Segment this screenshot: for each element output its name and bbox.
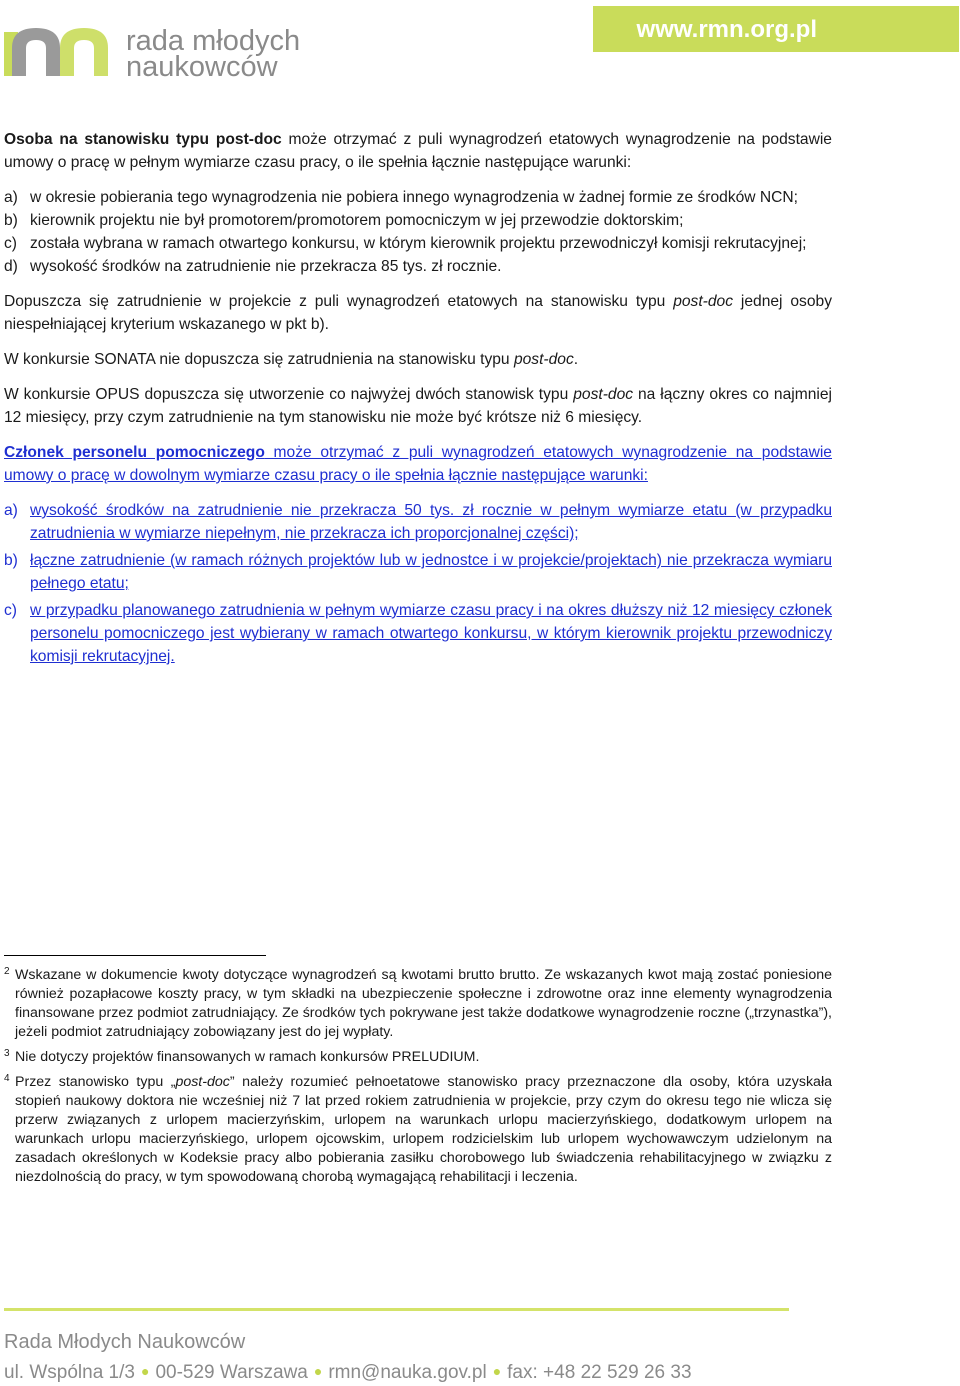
paragraph-sonata	[4, 348, 832, 371]
website-banner	[593, 6, 959, 52]
footnote-text: Nie dotyczy projektów finansowanych w ramach konkursów PRELUDIUM.	[15, 1049, 480, 1065]
footer-email[interactable]: rmn@nauka.gov.pl	[328, 1362, 487, 1383]
list-item	[4, 499, 832, 545]
list-text: została wybrana w ramach otwartego konkursu, w którym kierownik projektu przewodniczył komisji rekrutacyjnej;	[30, 235, 807, 252]
footer-divider	[4, 1308, 789, 1311]
postdoc-italic: post-doc	[673, 293, 734, 310]
paragraph-text: W konkursie SONATA nie dopuszcza się zatrudnienia na stanowisku typu	[4, 351, 514, 368]
paragraph-exception	[4, 290, 832, 336]
list-label: a)	[4, 189, 18, 206]
bullet-icon: ●	[313, 1363, 323, 1379]
website-url[interactable]: www.rmn.org.pl	[636, 16, 817, 43]
list-text: w przypadku planowanego zatrudnienia w pełnym wymiarze czasu pracy i na okres dłuższy niż 12 miesięcy członek personelu pomocniczego jest wybierany w ramach otwartego konkursu, w którym kierownik projektu przewodniczy komisji rekrutacyjnej.	[30, 602, 832, 665]
list-label: c)	[4, 602, 17, 619]
postdoc-term: Osoba na stanowisku typu post-doc	[4, 131, 282, 148]
footnote-2	[4, 966, 832, 1042]
footnote-text: Przez stanowisko typu „	[15, 1074, 176, 1090]
logo-line-2: naukowców	[126, 51, 278, 83]
paragraph-text: może otrzymać z puli wynagrodzeń etatowych wynagrodzenie na podstawie umowy o pracę w dowolnym wymiarze czasu pracy o ile spełnia łącznie następujące warunki:	[4, 444, 832, 484]
postdoc-italic: post-doc	[513, 351, 574, 368]
paragraph-opus	[4, 383, 832, 429]
list-text: łączne zatrudnienie (w ramach różnych projektów lub w jednostce i w projekcie/projektach) nie przekracza wymiaru pełnego etatu;	[30, 552, 832, 592]
rmn-logo-mark	[2, 18, 124, 78]
list-text: w okresie pobierania tego wynagrodzenia nie pobiera innego wynagrodzenia w żadnej formie ze środków NCN;	[30, 189, 798, 206]
footer-fax: fax: +48 22 529 26 33	[507, 1362, 692, 1383]
paragraph-text: Dopuszcza się zatrudnienie w projekcie z puli wynagrodzeń etatowych na stanowisku typu	[4, 293, 674, 310]
list-label: d)	[4, 258, 18, 275]
list-item	[4, 232, 832, 255]
support-staff-term: Członek personelu pomocniczego	[4, 444, 265, 461]
list-label: c)	[4, 235, 17, 252]
postdoc-italic: post-doc	[573, 386, 634, 403]
footnote-text: ” należy rozumieć pełnoetatowe stanowisko pracy przeznaczone dla osoby, która uzyskała stopień naukowy doktora nie wcześniej niż 7 lat przed rokiem zatrudnienia w projekcie, przy czym do okresu tego nie wlicza się przerw związanych z urlopem macierzyńskim, urlopem na warunkach urlopu macierzyńskiego, dodatkowym urlopem na warunkach urlopu macierzyńskiego, urlopem ojcowskim, urlopem rodzicielskim lub urlopem wychowawczym udzielonym na zasadach określonych w Kodeksie pracy albo pobierania zasiłku chorobowego lub świadczenia rehabilitacyjnego w związku z niezdolnością do pracy, w tym spowodowaną chorobą wymagającą rehabilitacji i leczenia.	[15, 1074, 832, 1185]
list-item	[4, 209, 832, 232]
footnote-4	[4, 1073, 832, 1187]
document-body	[4, 128, 832, 668]
logo-wordmark	[126, 25, 301, 83]
list-item	[4, 599, 832, 668]
footnote-separator	[4, 955, 266, 956]
footer-contact	[4, 1362, 692, 1384]
paragraph-support-staff	[4, 441, 832, 487]
list-label: b)	[4, 212, 18, 229]
footnote-text: Wskazane w dokumencie kwoty dotyczące wynagrodzeń są kwotami brutto brutto. Ze wskazanych kwot mają zostać poniesione również pozapłacowe koszty pracy, w tym składki na ubezpieczenie społeczne i zdrowotne oraz inne elementy wynagrodzenia finansowane przez podmiot zatrudniający. Ze środków tych pokrywane jest także dodatkowe wynagrodzenie roczne („trzynastka”), jeżeli podmiot zatrudniający zobowiązany jest do jej wypłaty.	[15, 967, 832, 1040]
footer-address: ul. Wspólna 1/3	[4, 1362, 135, 1383]
paragraph-text: na łączny okres co najmniej 12 miesięcy, przy czym zatrudnienie na tym stanowisku nie może być krótsze niż 6 miesięcy.	[4, 386, 832, 426]
list-item	[4, 549, 832, 595]
postdoc-conditions-list	[4, 186, 832, 278]
footer-org-name: Rada Młodych Naukowców	[4, 1331, 246, 1353]
paragraph-text: .	[573, 351, 579, 368]
bullet-icon: ●	[492, 1363, 502, 1379]
list-text: wysokość środków na zatrudnienie nie przekracza 85 tys. zł rocznie.	[30, 258, 502, 275]
list-item	[4, 255, 832, 278]
support-staff-conditions-list	[4, 499, 832, 668]
footnote-3	[4, 1048, 832, 1067]
footer-postal: 00-529 Warszawa	[155, 1362, 308, 1383]
logo-line-1: rada młodych	[126, 25, 301, 57]
rmn-logo	[2, 18, 322, 84]
paragraph-postdoc	[4, 128, 832, 174]
paragraph-text: W konkursie OPUS dopuszcza się utworzenie co najwyżej dwóch stanowisk typu	[4, 386, 574, 403]
list-label: a)	[4, 502, 18, 519]
list-text: kierownik projektu nie był promotorem/promotorem pomocniczym w jej przewodzie doktorskim;	[30, 212, 684, 229]
page-header	[0, 0, 960, 90]
page-footer	[0, 1300, 960, 1386]
list-item	[4, 186, 832, 209]
list-label: b)	[4, 552, 18, 569]
footnote-number: 3	[4, 1048, 10, 1059]
footnotes	[4, 955, 832, 1193]
list-text: wysokość środków na zatrudnienie nie przekracza 50 tys. zł rocznie w pełnym wymiarze etatu (w przypadku zatrudnienia w wymiarze niepełnym, nie przekracza ich proporcjonalnej części);	[30, 502, 832, 542]
paragraph-text: jednej osoby niespełniającej kryterium wskazanego w pkt b).	[4, 293, 832, 333]
paragraph-text: może otrzymać z puli wynagrodzeń etatowych wynagrodzenie na podstawie umowy o pracę w pełnym wymiarze czasu pracy, o ile spełnia łącznie następujące warunki:	[4, 131, 832, 171]
bullet-icon: ●	[140, 1363, 150, 1379]
footnote-number: 2	[4, 966, 10, 977]
postdoc-italic: post-doc	[175, 1074, 230, 1090]
footnote-number: 4	[4, 1073, 10, 1084]
